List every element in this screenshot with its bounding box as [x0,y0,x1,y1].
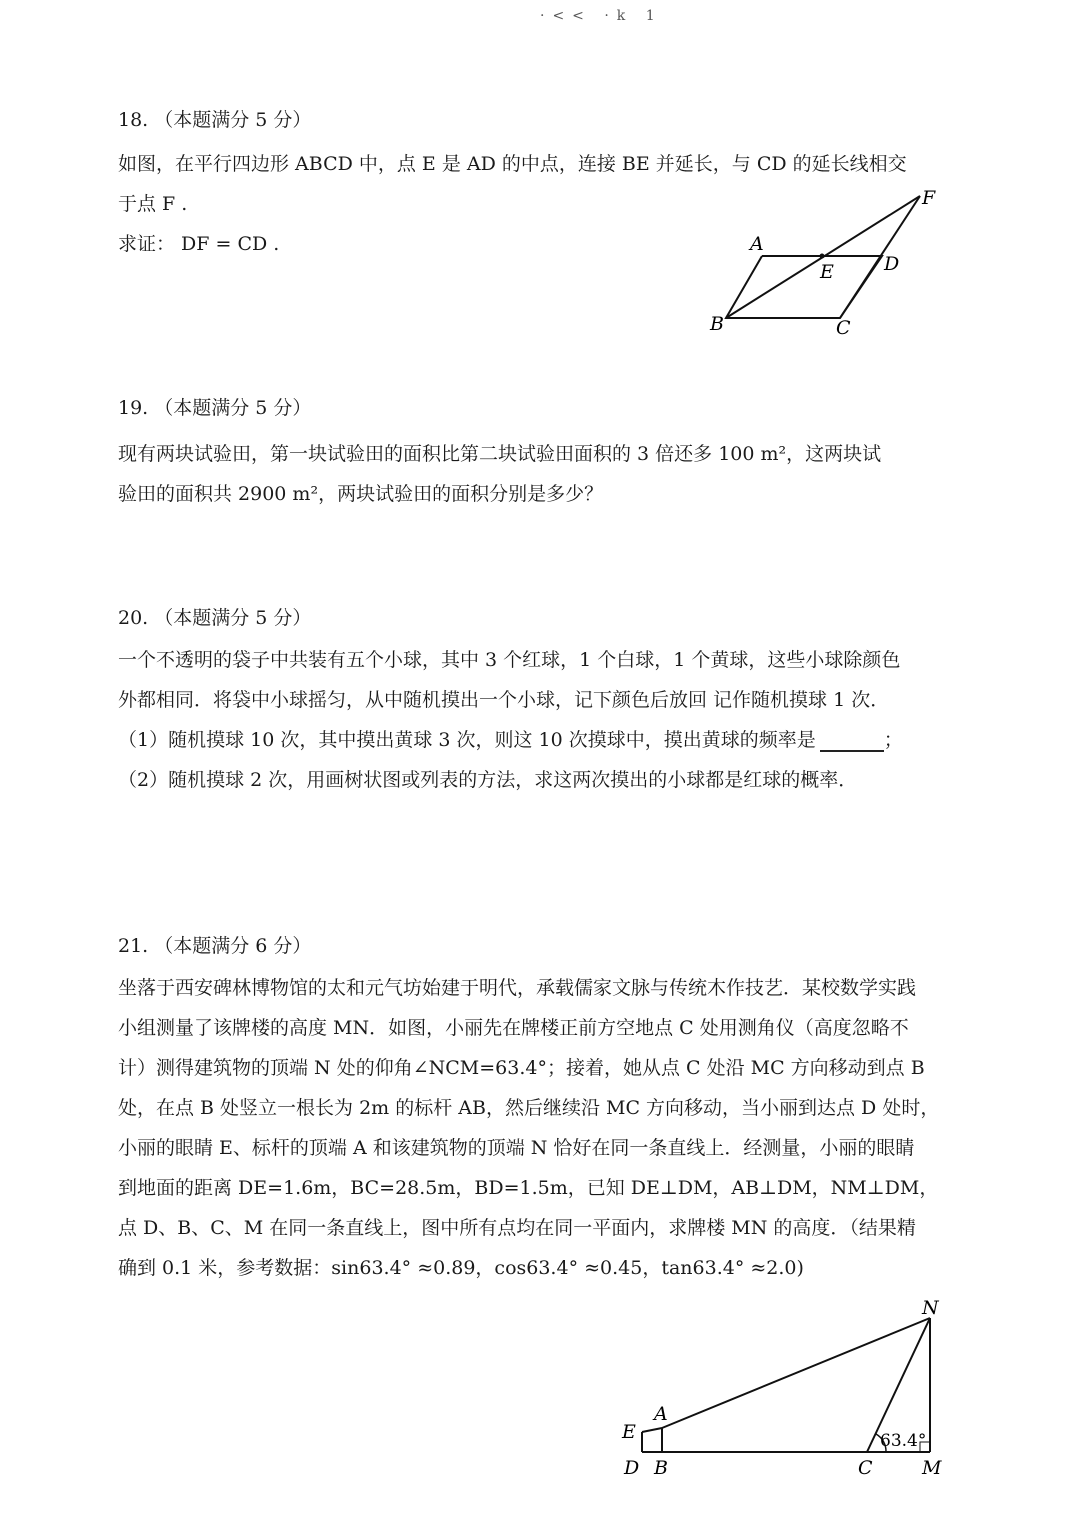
angle-label: 63.4° [880,1431,927,1451]
building-figure [612,1292,972,1492]
label-a: A [654,1403,668,1425]
label-c: C [836,317,851,339]
label-e: E [622,1421,636,1443]
question-text-line: 小丽的眼睛 E、标杆的顶端 A 和该建筑物的顶端 N 恰好在同一条直线上．经测量，小丽的眼睛 [118,1137,915,1159]
label-f: F [922,187,936,209]
question-text-line [118,720,966,760]
point-e [820,254,825,259]
question-text-line: 一个不透明的袋子中共装有五个小球，其中 3 个红球，1 个白球，1 个黄球，这些小球除颜色 [118,649,901,671]
question-text-line: 计）测得建筑物的顶端 N 处的仰角∠NCM=63.4°；接着，她从点 C 处沿 MC 方向移动到点 B [118,1057,925,1079]
label-b: B [654,1457,668,1479]
question-text-line: 小组测量了该牌楼的高度 MN．如图，小丽先在牌楼正前方空地点 C 处用测角仪（高度忽略不 [118,1017,909,1039]
line-ea [642,1428,662,1432]
parallelogram-figure [700,180,960,350]
question-text-line: （2）随机摸球 2 次，用画树状图或列表的方法，求这两次摸出的小球都是红球的概率． [118,769,858,791]
label-c: C [858,1457,873,1479]
question-text-line: 外都相同．将袋中小球摇匀，从中随机摸出一个小球，记下颜色后放回 记作随机摸球 1 次． [118,689,890,711]
header-scrap: ·<< ·k 1 [540,8,663,24]
parallelogram-abcd [726,256,882,318]
label-a: A [750,233,764,255]
subquestion-1-text: （1）随机摸球 10 次，其中摸出黄球 3 次，则这 10 次摸球中，摸出黄球的频率是 [118,729,816,751]
line-an [662,1318,930,1428]
question-text-line: 现有两块试验田，第一块试验田的面积比第二块试验田面积的 3 倍还多 100 m²，这两块试 [118,443,882,465]
question-21 [118,926,966,1288]
question-title: 18. （本题满分 5 分） [118,109,312,131]
question-title: 19. （本题满分 5 分） [118,397,312,419]
label-e: E [820,261,834,283]
question-text-line: 求证： DF = CD . [118,233,280,255]
question-text-line: 确到 0.1 米，参考数据：sin63.4° ≈0.89，cos63.4° ≈0.45，tan63.4° ≈2.0) [118,1257,804,1279]
question-title: 21. （本题满分 6 分） [118,935,312,957]
question-19 [118,388,966,514]
answer-blank[interactable] [820,730,884,752]
question-text-line: 如图，在平行四边形 ABCD 中，点 E 是 AD 的中点，连接 BE 并延长，与 CD 的延长线相交 [118,153,907,175]
label-n: N [922,1297,939,1319]
question-title: 20. （本题满分 5 分） [118,607,312,629]
question-text-line: 点 D、B、C、M 在同一条直线上，图中所有点均在同一平面内，求牌楼 MN 的高度．（结果精 [118,1217,916,1239]
question-text-line: 处，在点 B 处竖立一根长为 2m 的标杆 AB，然后继续沿 MC 方向移动，当小丽到达点 D 处时， [118,1097,940,1119]
question-text-line: 验田的面积共 2900 m²，两块试验田的面积分别是多少？ [118,483,604,505]
label-b: B [710,313,724,335]
question-20 [118,598,966,800]
question-text-line: 坐落于西安碑林博物馆的太和元气坊始建于明代，承载儒家文脉与传统木作技艺．某校数学实践 [118,977,917,999]
label-m: M [922,1457,942,1479]
blank-end: ； [883,729,903,751]
label-d: D [884,253,900,275]
label-d: D [624,1457,640,1479]
question-text-line: 到地面的距离 DE=1.6m，BC=28.5m，BD=1.5m，已知 DE⊥DM，AB⊥DM，NM⊥DM， [118,1177,939,1199]
question-text-line: 于点 F . [118,193,188,215]
